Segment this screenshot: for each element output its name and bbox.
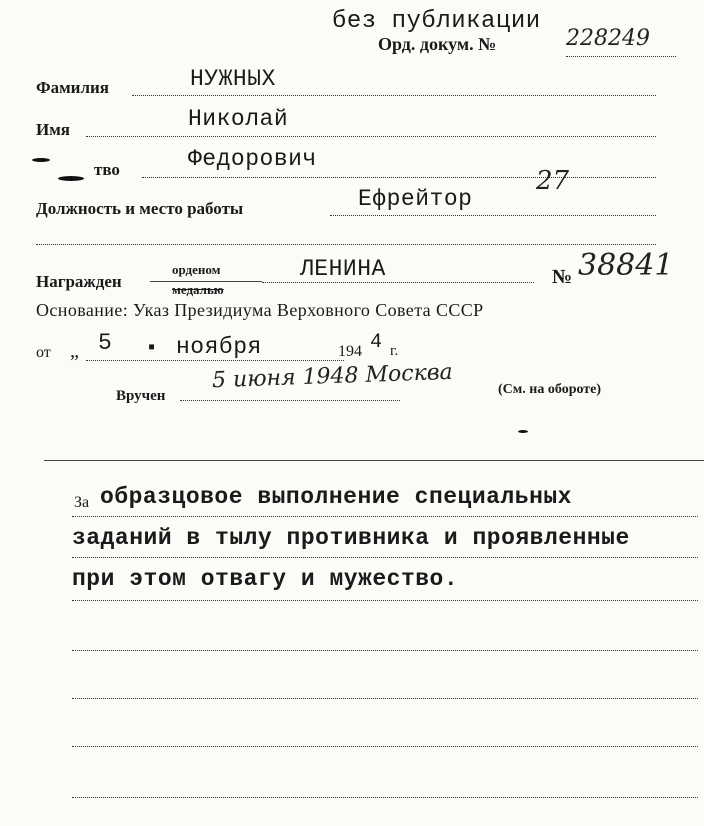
decree-month: ноября [176, 334, 262, 360]
position-line-2 [36, 244, 656, 245]
award-number: 38841 [578, 248, 674, 283]
surname-value: НУЖНЫХ [190, 66, 276, 92]
reason-rule [72, 557, 698, 558]
name-label: Имя [36, 120, 70, 139]
medal-word: медалью [172, 282, 224, 297]
reason-line-3: при этом отвагу и мужество. [72, 566, 459, 592]
award-name: ЛЕНИНА [300, 256, 386, 282]
patronymic-value: Федорович [188, 146, 317, 172]
award-line [262, 282, 534, 283]
position-label: Должность и место работы [36, 199, 244, 218]
decree-date-line [86, 360, 344, 361]
reason-rule [72, 746, 698, 747]
name-line [86, 136, 656, 137]
position-note: 27 [536, 166, 570, 196]
order-word: орденом [172, 262, 221, 277]
reason-line-1: образцовое выполнение специальных [100, 484, 572, 510]
reason-rule [72, 600, 698, 601]
name-value: Николай [188, 106, 289, 132]
reason-rule [72, 516, 698, 517]
from-label: от [36, 344, 51, 361]
quote-open: „ [70, 340, 79, 362]
surname-label: Фамилия [36, 78, 110, 97]
see-back-note: (См. на обороте) [498, 382, 602, 397]
decree-day: 5 [98, 330, 113, 356]
position-line [330, 215, 656, 216]
surname-line [132, 95, 656, 96]
reason-rule [72, 698, 698, 699]
awarded-label: Награжден [36, 272, 122, 291]
order-doc-number: 228249 [566, 26, 650, 51]
order-doc-label: Орд. докум. № [378, 34, 497, 54]
no-publication-stamp: без публикации [332, 8, 541, 35]
patronymic-label: тво [94, 160, 120, 179]
reason-rule [72, 797, 698, 798]
delivered-label: Вручен [116, 388, 166, 404]
basis-text: Основание: Указ Президиума Верховного Совета СССР [36, 300, 484, 320]
patronymic-line [142, 177, 656, 178]
year-suffix: г. [390, 343, 399, 359]
reason-rule [72, 650, 698, 651]
order-doc-line [566, 56, 676, 57]
delivered-line [180, 400, 400, 401]
position-value: Ефрейтор [358, 186, 473, 212]
section-divider [44, 460, 704, 461]
date-separator: ▪ [148, 336, 156, 358]
year-digit: 4 [370, 331, 383, 354]
award-type-divider [150, 281, 262, 282]
ink-mark [58, 176, 84, 181]
year-prefix: 194 [338, 343, 362, 360]
delivery-handwritten: 5 июня 1948 Москва [211, 359, 454, 394]
ink-mark [32, 158, 50, 162]
reason-prefix: За [74, 494, 90, 511]
number-label: № [552, 266, 573, 288]
ink-mark [518, 430, 528, 433]
reason-line-2: заданий в тылу противника и проявленные [72, 525, 630, 551]
